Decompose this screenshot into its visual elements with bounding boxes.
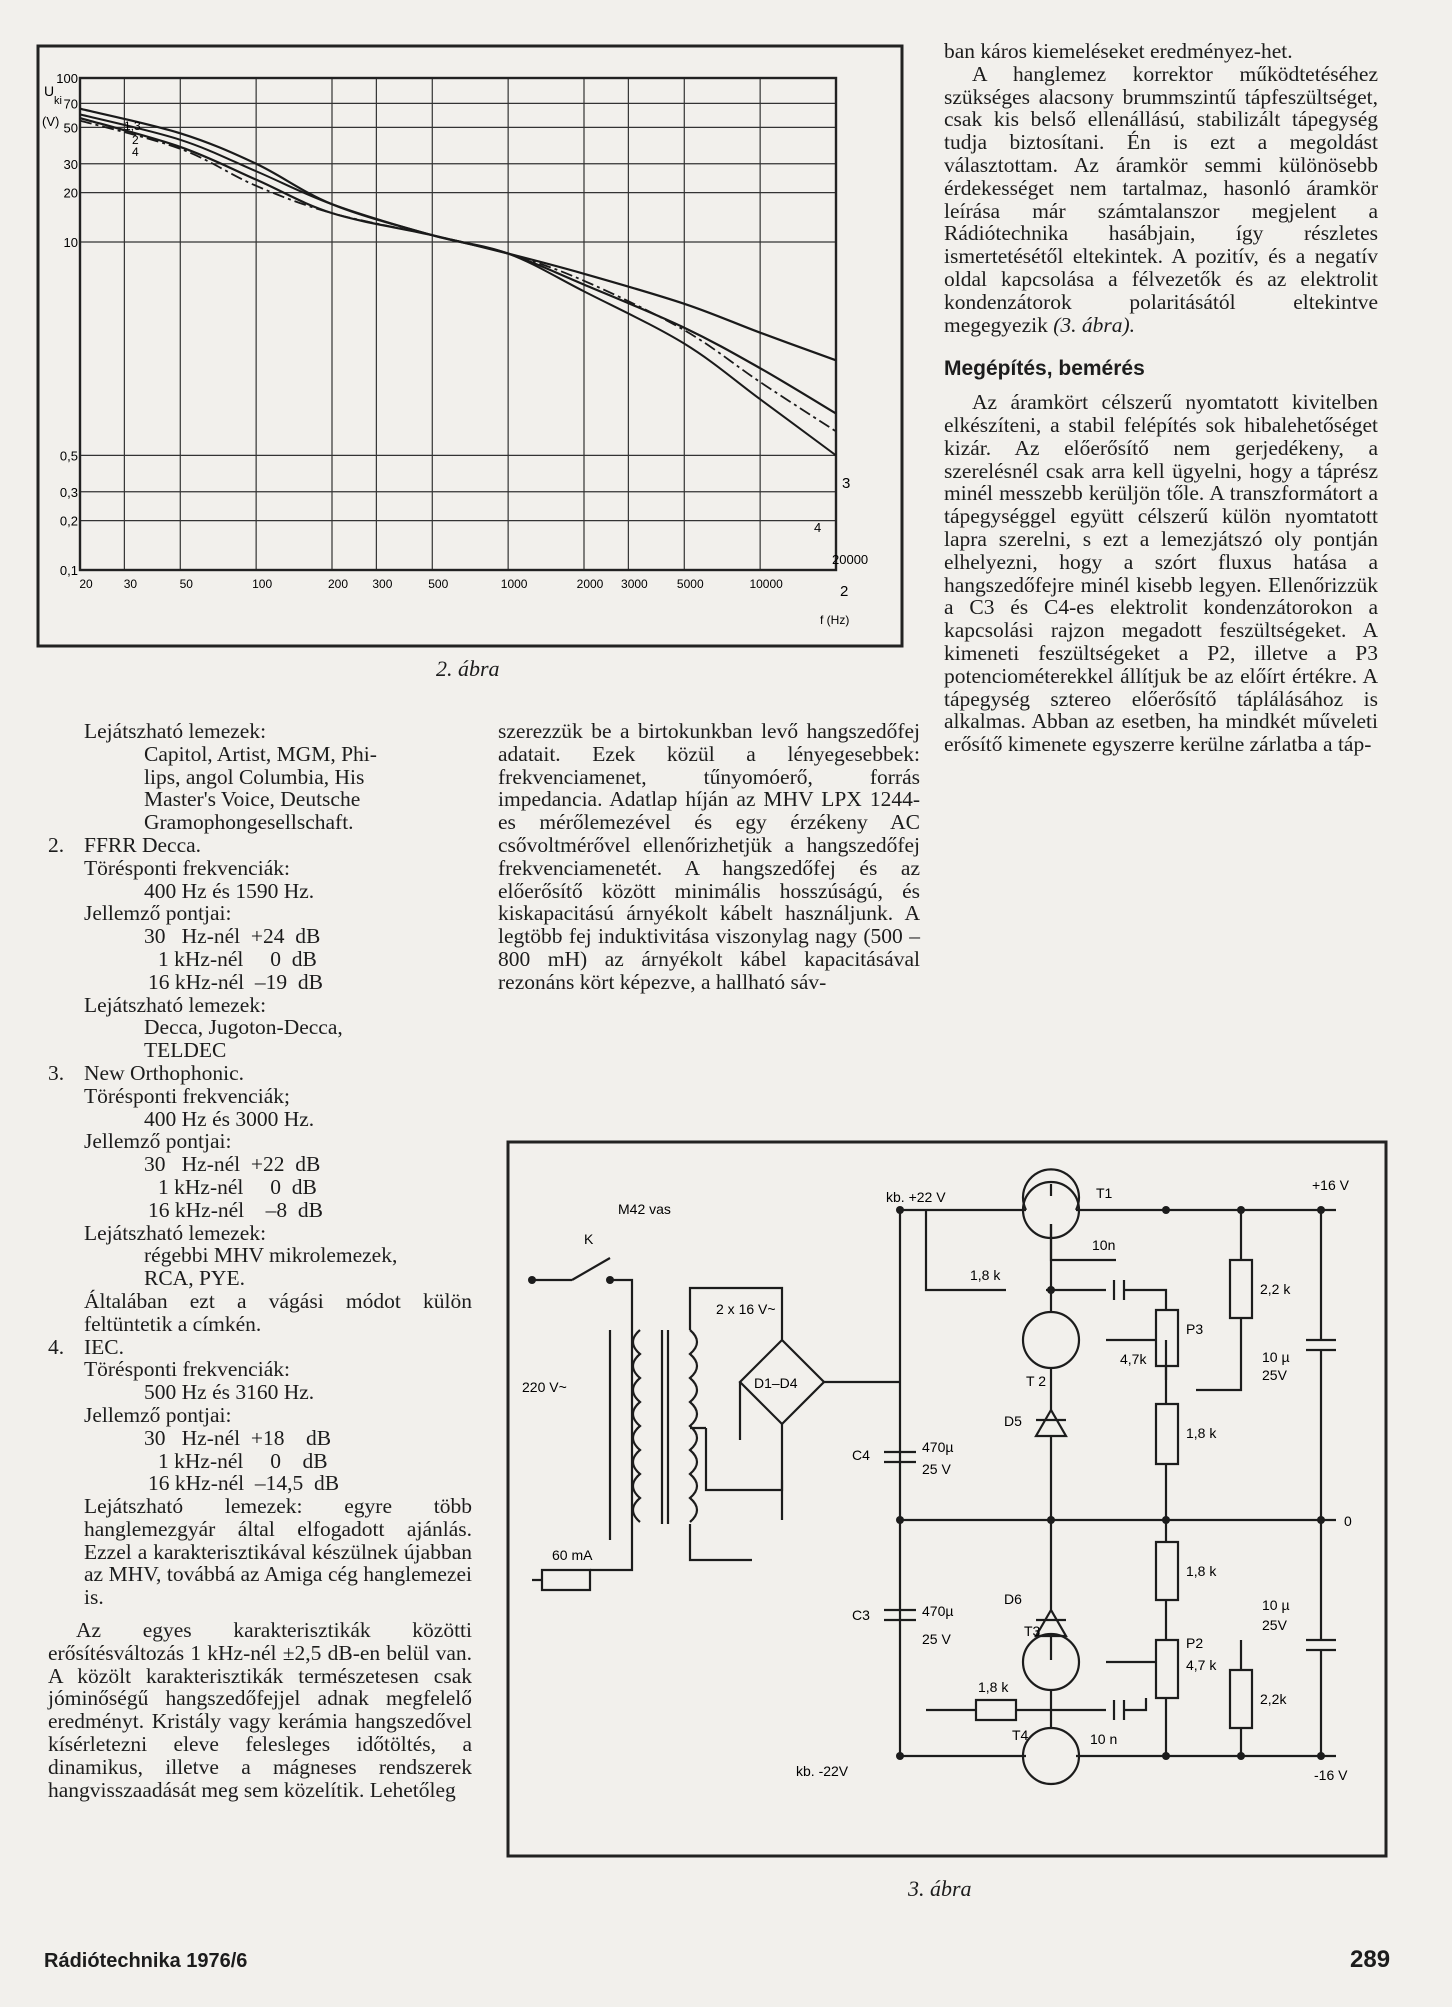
label-vplus: +16 V [1312, 1177, 1349, 1193]
label-r1: 1,8 k [970, 1267, 1001, 1283]
y-tick-label: 30 [63, 156, 78, 172]
point-line: 16 kHz-nél –19 dB [148, 969, 323, 994]
right-paragraph-3: Az áramkört célszerű nyomtatott kivitelben elkészíteni, a stabil felépítés sok hibalehetőséget kizár. Az előerősítő nem gerjedékeny, a szerelésnél csak arra kell ügyelni, hogy a táprész minél messzebb kerüljön tőle. A transzformátort a tápegységgel együtt célszerű külön nyomtatott lapra szerelni, s ezt a lemezjátszó oly pontján elhelyezni, hogy a szórt fluxus hatása a hangszedőfejre minél kisebb legyen. Ellenőrizzük a C3 és C4-es elektrolit kondenzátorokon a kapcsolási rajzon megadott feszültségeket. A kimeneti feszültségeket a P2, illetve a P3 potenciométerekkel állítjuk be az előírt értékre. A tápegység sztereo előerősítő táplálásához is alkalmas. Abban az esetben, ha mindkét műveleti erősítő kimenete egyszerre kerülne zárlatba a táp- [944, 390, 1378, 757]
transistor-t4 [1023, 1728, 1079, 1784]
fuse-60ma [542, 1570, 590, 1590]
figure-2-caption: 2. ábra [436, 656, 500, 681]
point-line: 1 kHz-nél 0 dB [158, 946, 317, 971]
point-line: 30 Hz-nél +22 dB [144, 1152, 321, 1177]
label-pot-bot: P2 [1186, 1635, 1204, 1651]
label-ce-top-v: 25V [1262, 1367, 1287, 1383]
rec-line: lips, angol Columbia, His [144, 764, 365, 789]
chart-series [80, 109, 836, 456]
label-c4-val: 470µ [922, 1439, 954, 1455]
resistor-2-2k-top [1196, 1210, 1252, 1390]
middle-column [498, 720, 920, 994]
figure-3-caption: 3. ábra [908, 1876, 972, 1901]
label-c3-v: 25 V [922, 1631, 951, 1647]
rec-label-1: Lejátszható lemezek: [84, 719, 267, 743]
y-tick-label: 10 [63, 235, 78, 250]
curve-label-2-left: 2 [132, 133, 139, 147]
x-tick-label: 3000 [621, 577, 648, 591]
x-tick-label: 50 [179, 577, 193, 591]
marker-20000: 20000 [832, 552, 869, 567]
right-paragraph-2: A hanglemez korrektor működtetéséhez szükséges alacsony brummszintű tápfeszültséget, csak kis belső ellenállású, stabilizált tápegység tudja biztosítani. Én is ezt a megoldást választottam. Az áramkör semmi különösebb érdekességet nem tartalmaz, hasonló áramkör leírása már számtalanszor megjelent a Rádiótechnika hasábjain, így részletes ismertetésétől eltekintek. A pozitív, és a negatív oldal kapcsolása a félvezetők és az elektrolit kondenzátorok polaritásától eltekintve megegyezik (3. ábra). [944, 61, 1378, 337]
label-pot-top-val: 4,7k [1120, 1351, 1147, 1367]
list-item-2: 2. FFRR Decca. [48, 832, 202, 857]
x-tick-label: 300 [372, 577, 393, 591]
right-column-top [944, 40, 1378, 756]
label-c4-v: 25 V [922, 1461, 951, 1477]
tp-label: Törésponti frekvenciák: [84, 855, 290, 880]
label-r18-a: 1,8 k [1186, 1425, 1217, 1441]
freq-line: 500 Hz és 3160 Hz. [144, 1380, 315, 1405]
transformer-secondary [690, 1330, 697, 1522]
y-axis-label-sub: ki [54, 95, 62, 107]
label-kb-neg: kb. -22V [796, 1763, 849, 1779]
point-line: 16 kHz-nél –8 dB [148, 1197, 323, 1222]
series-line-2 [80, 114, 836, 455]
label-c-bot: 10 n [1090, 1731, 1118, 1747]
list-item-4: 4. IEC. [48, 1334, 125, 1359]
jp-label: Jellemző pontjai: [84, 901, 232, 926]
potentiometer-p3 [1106, 1310, 1178, 1380]
x-tick-labels [79, 577, 783, 591]
y-tick-label: 0,5 [59, 448, 78, 464]
rec-4: Lejátszható lemezek: egyre több hanglemezgyár által elfogadott ajánlás. Ezzel a karakterisztikával készülnek újabban az MHV, továbbá az Amiga cég hanglemezei is. [84, 1494, 472, 1610]
rec-line: Capitol, Artist, MGM, Phi- [144, 741, 377, 766]
transformer-primary [633, 1330, 640, 1522]
page-number: 289 [1350, 1946, 1391, 1973]
point-line: 16 kHz-nél –14,5 dB [148, 1471, 340, 1496]
label-kb-pos: kb. +22 V [886, 1189, 946, 1205]
y-tick-label: 20 [63, 185, 78, 201]
label-bridge: D1–D4 [754, 1375, 798, 1391]
note-3: Általában ezt a vágási módot külön feltüntetik a címkén. [84, 1288, 472, 1336]
fig3-reference: (3. ábra). [1053, 312, 1136, 337]
electrolytic-bot [1306, 1520, 1336, 1756]
label-t2: T 2 [1026, 1373, 1046, 1389]
frequency-response-chart [36, 44, 904, 650]
x-tick-label: 200 [327, 577, 349, 591]
rec-label-2: Lejátszható lemezek: [84, 992, 267, 1017]
y-tick-label: 100 [56, 71, 78, 86]
y-tick-label: 0,2 [59, 513, 78, 529]
resistor-1-8k-bot [1156, 1520, 1178, 1640]
rec-label-3: Lejátszható lemezek: [84, 1220, 267, 1245]
y-axis-label: U [44, 83, 55, 99]
label-vminus: -16 V [1314, 1767, 1348, 1783]
label-r22-top: 2,2 k [1260, 1281, 1291, 1297]
x-tick-label: 2000 [576, 577, 604, 591]
freq-line: 400 Hz és 1590 Hz. [144, 878, 315, 903]
label-t4: T4 [1012, 1727, 1029, 1743]
label-d5: D5 [1004, 1413, 1022, 1429]
x-tick-label: 100 [252, 577, 273, 591]
middle-paragraph: szerezzük be a birtokunkban levő hangszedőfej adatait. Ezek közül a lényegesebbek: frekvenciamenet, tűnyomóerő, forrás impedancia. Adatlap híján az MHV LPX 1244-es mérőlemezével és egy érzékeny AC csővoltmérővel ellenőrizhetjük a hangszedőfej frekvenciamenetét. A hangszedőfej és az előerősítő között minimális hosszúságú, és kiskapacitású árnyékolt kábelt használjunk. A legtöbb fej induktivitása viszonylag nagy (500 – 800 mH) az árnyékolt kábel kapacitásával rezonáns kört képezve, a hallható sáv- [498, 719, 920, 994]
y-tick-labels [56, 71, 78, 578]
x-tick-label: 5000 [676, 577, 704, 591]
point-line: 30 Hz-nél +18 dB [144, 1425, 332, 1450]
tp-label: Törésponti frekvenciák: [84, 1357, 290, 1382]
point-line: 1 kHz-nél 0 dB [158, 1448, 328, 1473]
label-d6: D6 [1004, 1591, 1022, 1607]
label-c3-val: 470µ [922, 1603, 954, 1619]
label-c3: C3 [852, 1607, 870, 1623]
jp-label: Jellemző pontjai: [84, 1402, 232, 1427]
resistor-2-2k-bot [1230, 1640, 1252, 1756]
resistor-1-8k-t4 [926, 1698, 1146, 1720]
rec-line: TELDEC [144, 1038, 227, 1063]
left-column [48, 720, 472, 1801]
label-pot-top: P3 [1186, 1321, 1204, 1337]
electrolytic-top [1306, 1210, 1336, 1520]
label-t3: T3 [1024, 1623, 1041, 1639]
curve-label-2-right: 2 [840, 583, 849, 600]
series-line-4 [80, 121, 836, 432]
point-line: 1 kHz-nél 0 dB [158, 1174, 317, 1199]
y-tick-label: 0,1 [59, 563, 78, 578]
y-tick-label: 50 [63, 120, 78, 136]
x-tick-label: 30 [123, 577, 138, 591]
label-r22-bot: 2,2k [1260, 1691, 1287, 1707]
label-transformer: M42 vas [618, 1201, 671, 1217]
x-axis-label: f (Hz) [820, 613, 850, 627]
y-tick-label: 0,3 [59, 484, 78, 500]
right-paragraph-1: ban káros kiemeléseket eredményez-het. [944, 39, 1293, 63]
tp-label: Törésponti frekvenciák; [84, 1083, 290, 1108]
freq-line: 400 Hz és 3000 Hz. [144, 1106, 315, 1131]
left-paragraph: Az egyes karakterisztikák közötti erősítésváltozás 1 kHz-nél ±2,5 dB-en belül van. A közölt karakterisztikák természetesen csak jóminőségű hangszedőfejjel adnak megfelelő eredményt. Kristály vagy kerámia hangszedővel kísérletezni eleve felesleges időtöltés, a dinamikus, illetve a mágneses rendszerek hangvisszaadását meg sem közelítik. Lehetőleg [48, 1618, 472, 1802]
x-tick-label: 500 [428, 577, 449, 591]
list-item-3: 3. New Orthophonic. [48, 1060, 245, 1085]
label-switch: K [584, 1231, 594, 1247]
label-ce-top: 10 µ [1262, 1349, 1290, 1365]
point-line: 30 Hz-nél +24 dB [144, 924, 321, 949]
transistor-t2 [1023, 1312, 1079, 1368]
label-t1: T1 [1096, 1185, 1113, 1201]
curve-label-4-right: 4 [814, 520, 822, 535]
curve-label-3-right: 3 [842, 475, 851, 492]
curve-label-4-left: 4 [132, 145, 139, 159]
zener-d6 [1036, 1520, 1066, 1660]
label-c4: C4 [852, 1447, 870, 1463]
label-r-t4: 1,8 k [978, 1679, 1009, 1695]
label-mains: 220 V~ [522, 1379, 567, 1395]
y-tick-label: 70 [63, 96, 78, 112]
label-c-top: 10n [1092, 1237, 1116, 1253]
rec-line: RCA, PYE. [144, 1266, 245, 1291]
label-secondary: 2 x 16 V~ [716, 1301, 776, 1317]
label-ce-bot: 10 µ [1262, 1597, 1290, 1613]
label-r18-b: 1,8 k [1186, 1563, 1217, 1579]
label-ce-bot-v: 25V [1262, 1617, 1287, 1633]
x-tick-label: 20 [79, 577, 93, 591]
label-pot-bot-val: 4,7 k [1186, 1657, 1217, 1673]
y-axis-unit: (V) [42, 114, 60, 129]
rec-line: Master's Voice, Deutsche [144, 787, 361, 812]
section-heading: Megépítés, bemérés [944, 357, 1145, 381]
x-tick-label: 10000 [749, 577, 783, 591]
x-tick-label: 1000 [500, 577, 528, 591]
curve-label-1-3: 1,3 [124, 119, 141, 133]
journal-footer: Rádiótechnika 1976/6 [44, 1950, 248, 1972]
power-supply-schematic [506, 1140, 1388, 1858]
rec-line: Decca, Jugoton-Decca, [144, 1015, 343, 1040]
zener-d5 [1036, 1410, 1066, 1520]
jp-label: Jellemző pontjai: [84, 1129, 232, 1154]
label-fuse: 60 mA [552, 1547, 593, 1563]
rec-line: Gramophongesellschaft. [144, 810, 354, 835]
rec-line: régebbi MHV mikrolemezek, [144, 1243, 398, 1268]
label-zero: 0 [1344, 1513, 1352, 1529]
